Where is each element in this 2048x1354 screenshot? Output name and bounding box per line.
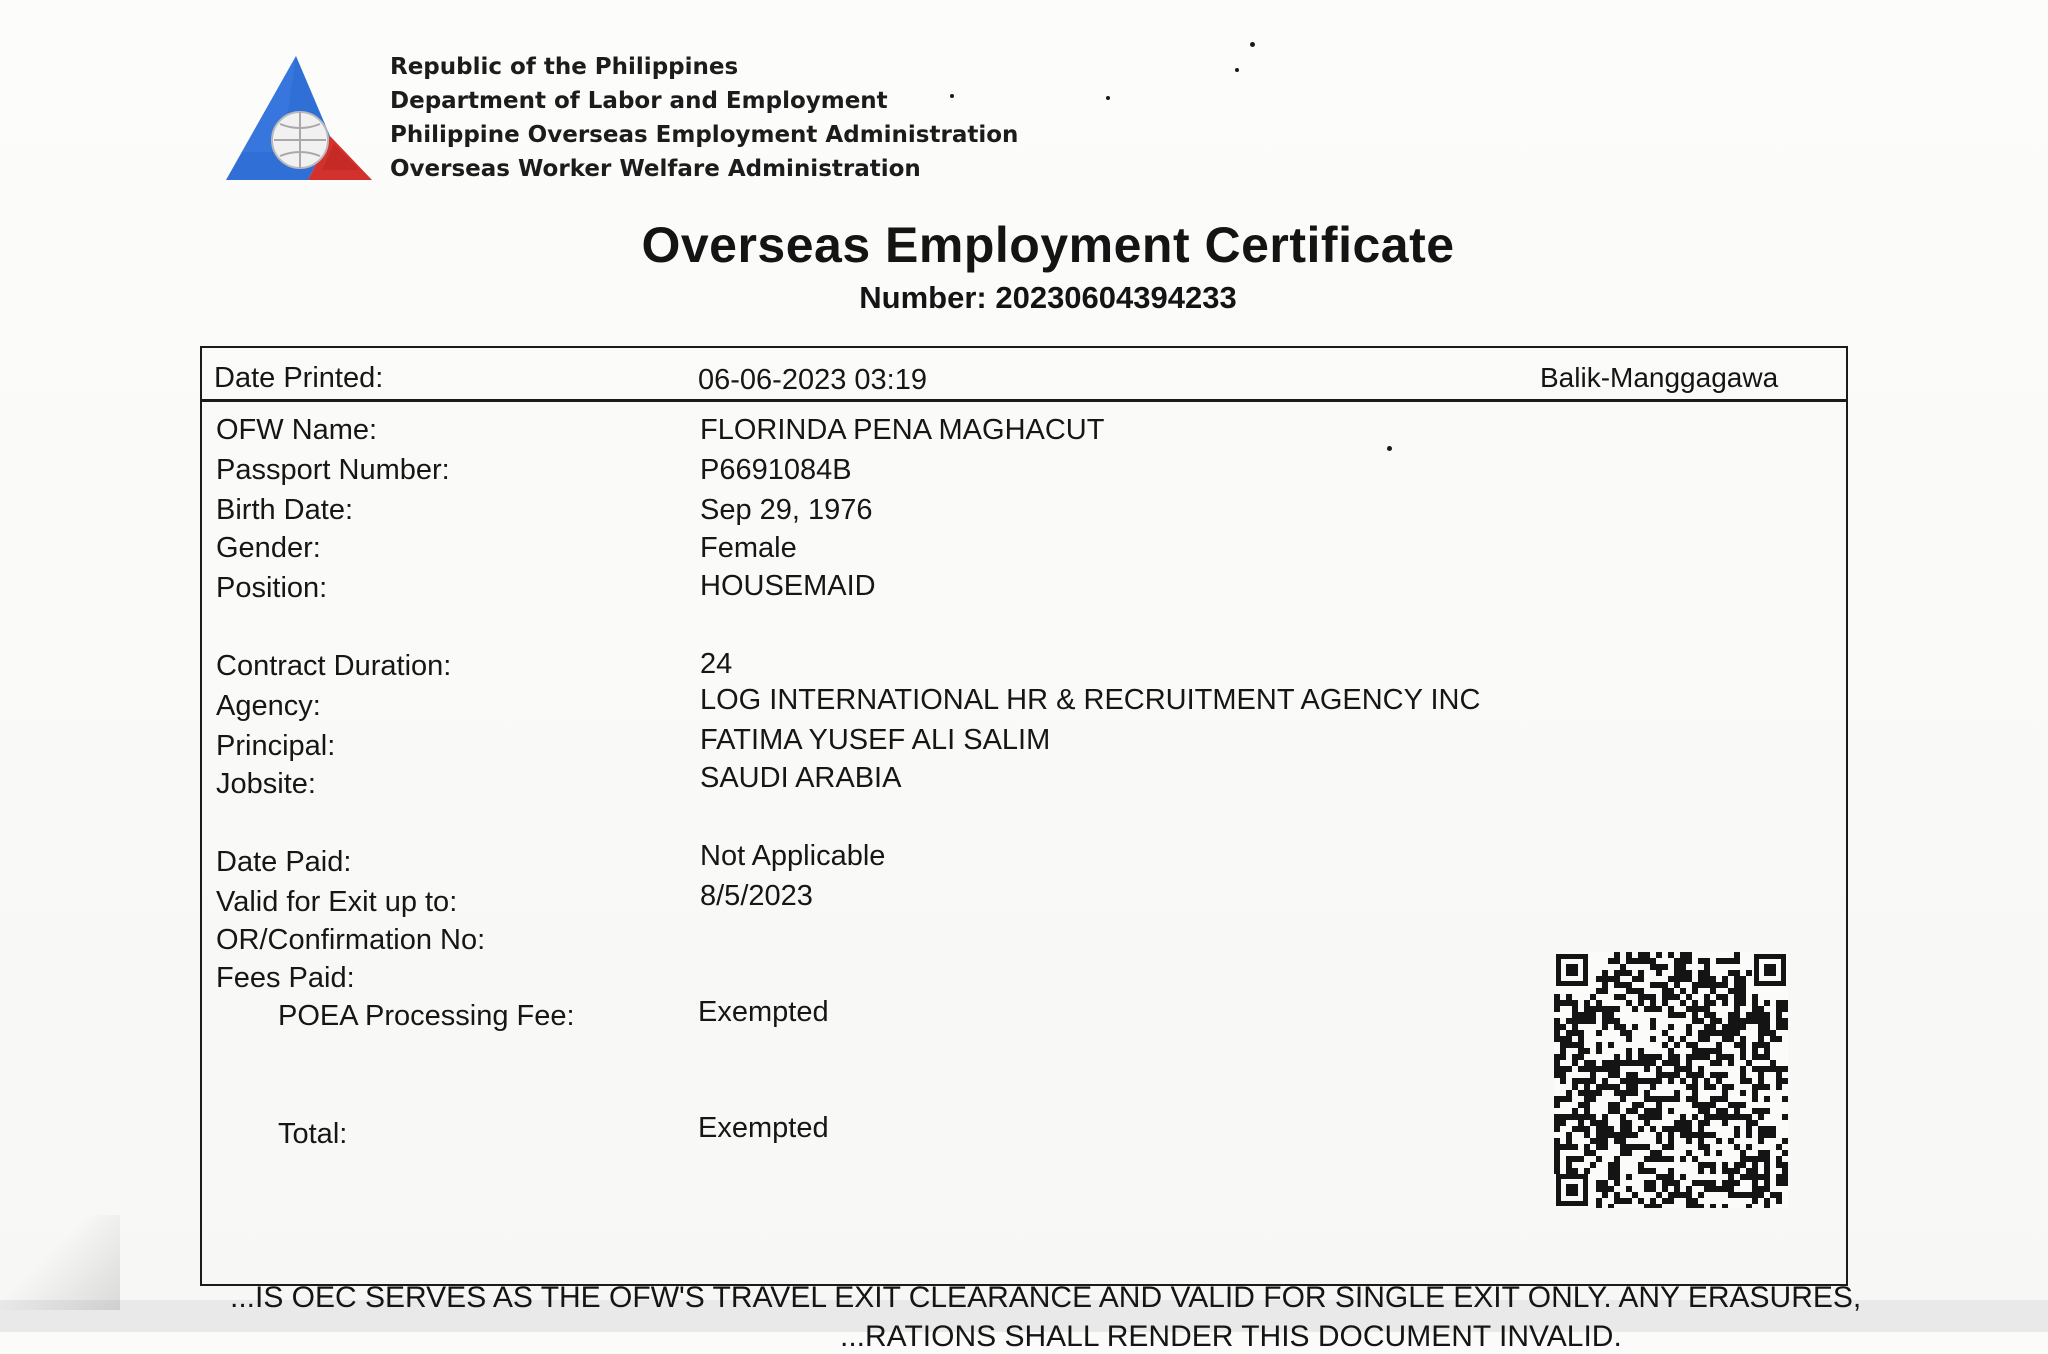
date-paid-value: Not Applicable: [700, 840, 886, 872]
certificate-title: Overseas Employment Certificate: [641, 217, 1455, 273]
certificate-number-value: 20230604394233: [995, 280, 1237, 315]
contract-duration-label: Contract Duration:: [216, 650, 452, 682]
date-paid-label: Date Paid:: [216, 846, 352, 878]
agency-value: LOG INTERNATIONAL HR & RECRUITMENT AGENCY INC: [700, 684, 1481, 716]
worker-type-badge: Balik-Manggagawa: [1540, 362, 1779, 393]
jobsite-value: SAUDI ARABIA: [700, 762, 902, 794]
agency-line-dole: Department of Labor and Employment: [390, 88, 888, 114]
fees-paid-label: Fees Paid:: [216, 962, 355, 994]
document-invalid-notice: ...RATIONS SHALL RENDER THIS DOCUMENT INVALID.: [840, 1320, 1622, 1353]
page-corner-shadow: [0, 1215, 120, 1310]
gender-value: Female: [700, 532, 797, 564]
poea-logo-icon: [222, 52, 374, 184]
agency-label: Agency:: [216, 690, 321, 722]
contract-duration-value: 24: [700, 648, 733, 680]
agency-line-owwa: Overseas Worker Welfare Administration: [390, 156, 921, 182]
principal-label: Principal:: [216, 730, 336, 762]
scan-speck: [1235, 68, 1239, 72]
passport-number-label: Passport Number:: [216, 454, 450, 486]
valid-for-exit-label: Valid for Exit up to:: [216, 886, 458, 918]
certificate-number-label: Number:: [859, 280, 987, 315]
agency-header: [390, 50, 1018, 186]
date-printed-value: 06-06-2023 03:19: [698, 364, 927, 396]
date-printed-label: Date Printed:: [214, 362, 384, 394]
poea-fee-value: Exempted: [698, 996, 829, 1028]
header-divider: [200, 399, 1848, 402]
or-confirmation-label: OR/Confirmation No:: [216, 924, 486, 956]
passport-number-value: P6691084B: [700, 454, 852, 486]
position-label: Position:: [216, 572, 328, 604]
ofw-name-value: FLORINDA PENA MAGHACUT: [700, 414, 1105, 446]
birth-date-label: Birth Date:: [216, 494, 353, 526]
poea-fee-label: POEA Processing Fee:: [278, 1000, 575, 1032]
agency-line-poea: Philippine Overseas Employment Administration: [390, 122, 1019, 148]
principal-value: FATIMA YUSEF ALI SALIM: [700, 724, 1051, 756]
scan-speck: [1250, 42, 1255, 47]
agency-line-republic: Republic of the Philippines: [390, 54, 739, 80]
total-value: Exempted: [698, 1112, 829, 1144]
certificate-number: [0, 280, 2048, 316]
qr-code-icon: [1554, 952, 1788, 1208]
scan-speck: [1106, 96, 1110, 100]
gender-label: Gender:: [216, 532, 321, 564]
ofw-name-label: OFW Name:: [216, 414, 378, 446]
total-label: Total:: [278, 1118, 348, 1150]
travel-clearance-notice: ...IS OEC SERVES AS THE OFW'S TRAVEL EXIT CLEARANCE AND VALID FOR SINGLE EXIT ONLY. ANY ERASURES,: [230, 1281, 1862, 1314]
jobsite-label: Jobsite:: [216, 768, 316, 800]
valid-for-exit-value: 8/5/2023: [700, 880, 813, 912]
birth-date-value: Sep 29, 1976: [700, 494, 873, 526]
position-value: HOUSEMAID: [700, 570, 876, 602]
